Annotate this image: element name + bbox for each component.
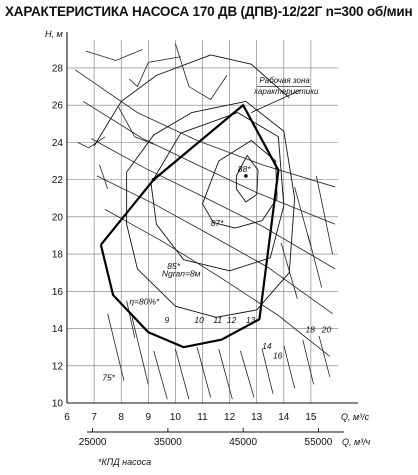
- curve-annotation: 9: [164, 314, 170, 325]
- footnote: *КПД насоса: [98, 457, 152, 467]
- y-tick-label: 14: [51, 324, 63, 336]
- x-tick-label: 11: [197, 412, 208, 423]
- curve-annotation: 14: [262, 341, 272, 352]
- x-tick-label: 15: [305, 412, 317, 423]
- curve-annotation: 20: [321, 324, 332, 335]
- background-curves: [75, 44, 335, 400]
- steep-curve: [240, 351, 254, 398]
- y-tick-label: 18: [51, 249, 63, 261]
- efficiency-label: 75*: [102, 372, 115, 383]
- efficiency-label: η=80%*: [129, 296, 160, 307]
- marker-dot: [244, 174, 248, 178]
- y-tick-label: 28: [51, 63, 63, 75]
- y-tick-label: 20: [51, 212, 63, 224]
- background-curve: [86, 49, 143, 60]
- x-tick-label: 8: [118, 412, 124, 423]
- y-tick-label: 12: [51, 361, 63, 373]
- curve-annotation: Ngran=8м: [161, 268, 201, 279]
- background-curve: [105, 209, 330, 356]
- x-tick-label: 12: [224, 412, 236, 423]
- steep-curve: [316, 176, 332, 254]
- zone-label-line2: характеристики: [253, 86, 319, 96]
- steep-curve: [154, 351, 168, 399]
- x-tick-label: 13: [251, 412, 263, 423]
- curve-annotation: 13: [245, 314, 256, 325]
- efficiency-label: 88*: [237, 164, 251, 175]
- background-curve: [129, 57, 180, 87]
- y-tick-label: 26: [51, 100, 63, 112]
- background-curve: [91, 139, 335, 269]
- y-tick-label: 22: [51, 175, 63, 187]
- steep-curve: [308, 235, 322, 287]
- x-tick-label: 9: [145, 412, 152, 423]
- x-axis-label: Q, м³/с: [341, 412, 370, 422]
- y-tick-label: 10: [51, 398, 63, 410]
- x-tick-label: 14: [278, 412, 290, 423]
- curve-annotation: 11: [213, 314, 223, 325]
- steep-curve: [100, 165, 108, 189]
- secondary-tick-label: 55000: [304, 437, 333, 448]
- curve-annotation: 10: [194, 314, 204, 325]
- y-tick-label: 16: [51, 286, 63, 298]
- x-tick-label: 10: [169, 412, 181, 423]
- page-title: ХАРАКТЕРИСТИКА НАСОСА 170 ДВ (ДПВ)-12/22Г n=300 об/мин: [5, 4, 413, 19]
- background-curve: [175, 44, 226, 100]
- curve-annotation: 18: [305, 324, 315, 335]
- curve-annotation: 16: [272, 350, 283, 361]
- efficiency-label: 87*: [210, 218, 224, 229]
- x-tick-label: 6: [64, 412, 70, 423]
- steep-curve: [303, 340, 314, 385]
- steep-curve: [175, 349, 189, 399]
- steep-curve: [197, 347, 211, 397]
- y-tick-label: 24: [51, 137, 63, 149]
- curve-annotation: 12: [226, 314, 237, 325]
- steep-curve: [219, 349, 233, 399]
- secondary-tick-label: 35000: [153, 437, 182, 448]
- y-axis-label: H, м: [45, 29, 63, 39]
- zone-label-line1: Рабочая зона: [259, 75, 310, 85]
- efficiency-label: 85*: [167, 260, 181, 271]
- x-axis-label-secondary: Q, м³/ч: [342, 437, 371, 447]
- secondary-tick-label: 25000: [78, 437, 107, 448]
- steep-curve: [319, 336, 330, 377]
- efficiency-contour: [94, 55, 289, 146]
- steep-curve: [284, 345, 295, 388]
- secondary-tick-label: 45000: [229, 437, 258, 448]
- marker-dot: [152, 178, 156, 182]
- steep-curve: [262, 349, 273, 394]
- steep-curve: [132, 317, 148, 384]
- x-tick-label: 7: [91, 412, 97, 423]
